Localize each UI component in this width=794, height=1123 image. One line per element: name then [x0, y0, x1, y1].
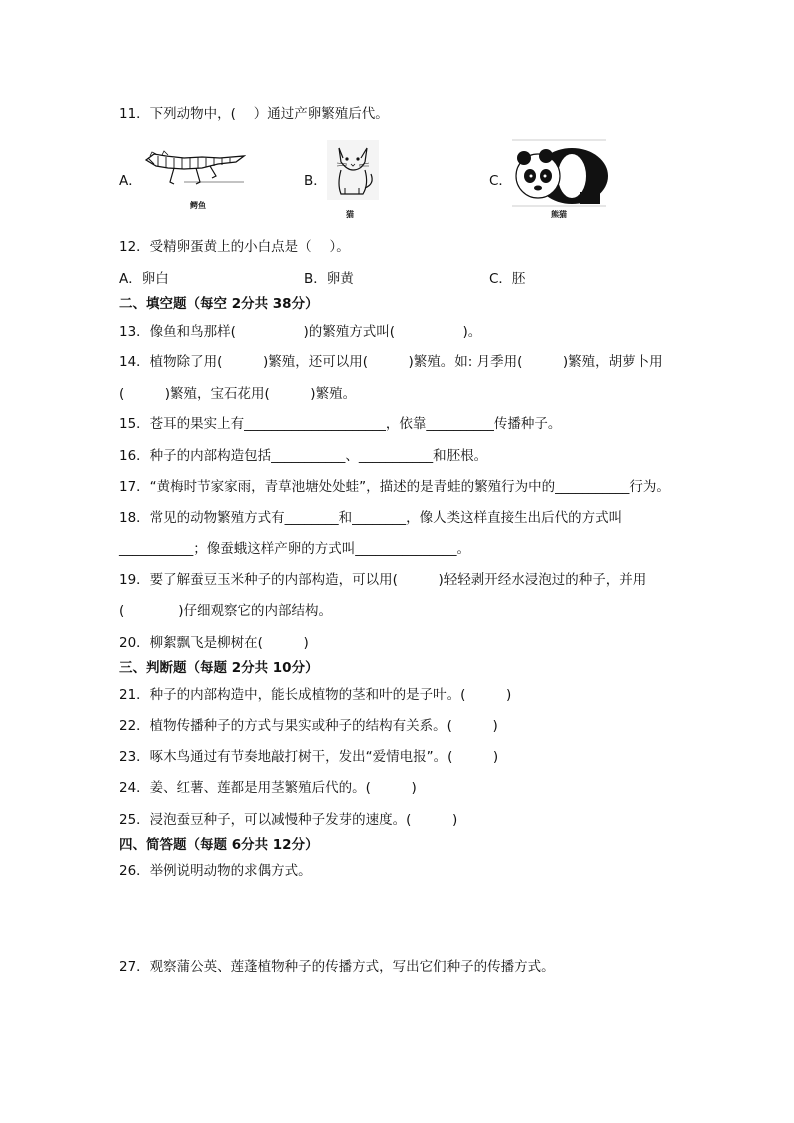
question-15: 15．苍耳的果实上有_____________________，依靠__________传播种子。 — [119, 416, 562, 432]
option-11-b[interactable]: B． — [304, 173, 327, 189]
caption-panda: 熊猫 — [551, 210, 567, 219]
question-14: 14．植物除了用( )繁殖，还可以用( )繁殖。如: 月季用( )繁殖，胡萝卜用 — [119, 354, 663, 370]
option-11-c[interactable]: C． — [489, 173, 512, 189]
option-12-c[interactable]: C．胚 — [489, 271, 526, 287]
caption-crocodile: 鳄鱼 — [190, 201, 206, 210]
question-26: 26．举例说明动物的求偶方式。 — [119, 863, 312, 879]
option-12-b[interactable]: B．卵黄 — [304, 271, 354, 287]
question-19-cont: ( )仔细观察它的内部结构。 — [119, 603, 333, 619]
question-17: 17．“黄梅时节家家雨，青草池塘处处蛙”，描述的是青蛙的繁殖行为中的___________行为。 — [119, 479, 670, 495]
question-27: 27．观察蒲公英、莲蓬植物种子的传播方式，写出它们种子的传播方式。 — [119, 959, 555, 975]
question-19: 19．要了解蚕豆玉米种子的内部构造，可以用( )轻轻剥开经水浸泡过的种子，并用 — [119, 572, 647, 588]
question-24: 24．姜、红薯、莲都是用茎繁殖后代的。( ) — [119, 780, 417, 796]
question-13: 13．像鱼和鸟那样( )的繁殖方式叫( )。 — [119, 324, 482, 340]
question-18: 18．常见的动物繁殖方式有________和________，像人类这样直接生出后代的方式叫 — [119, 510, 623, 526]
question-23: 23．啄木鸟通过有节奏地敲打树干，发出“爱情电报”。( ) — [119, 749, 499, 765]
caption-cat: 猫 — [346, 210, 354, 219]
section-2-heading: 二、填空题（每空 2分共 38分） — [119, 296, 319, 312]
question-25: 25．浸泡蚕豆种子，可以减慢种子发芽的速度。( ) — [119, 812, 458, 828]
section-3-heading: 三、判断题（每题 2分共 10分） — [119, 660, 319, 676]
crocodile-image — [144, 146, 246, 192]
cat-image — [327, 140, 379, 208]
question-12: 12．受精卵蛋黄上的小白点是（ ）。 — [119, 239, 350, 255]
panda-image — [510, 134, 610, 216]
question-16: 16．种子的内部构造包括___________、___________和胚根。 — [119, 448, 488, 464]
option-11-a[interactable]: A． — [119, 173, 142, 189]
question-20: 20．柳絮飘飞是柳树在( ) — [119, 635, 309, 651]
question-21: 21．种子的内部构造中，能长成植物的茎和叶的是子叶。( ) — [119, 687, 512, 703]
question-22: 22．植物传播种子的方式与果实或种子的结构有关系。( ) — [119, 718, 498, 734]
question-18-cont: ___________；像蚕蛾这样产卵的方式叫_______________。 — [119, 541, 470, 557]
section-4-heading: 四、简答题（每题 6分共 12分） — [119, 837, 319, 853]
question-14-cont: ( )繁殖，宝石花用( )繁殖。 — [119, 386, 357, 402]
question-11: 11．下列动物中，( ）通过产卵繁殖后代。 — [119, 106, 389, 122]
option-12-a[interactable]: A．卵白 — [119, 271, 169, 287]
